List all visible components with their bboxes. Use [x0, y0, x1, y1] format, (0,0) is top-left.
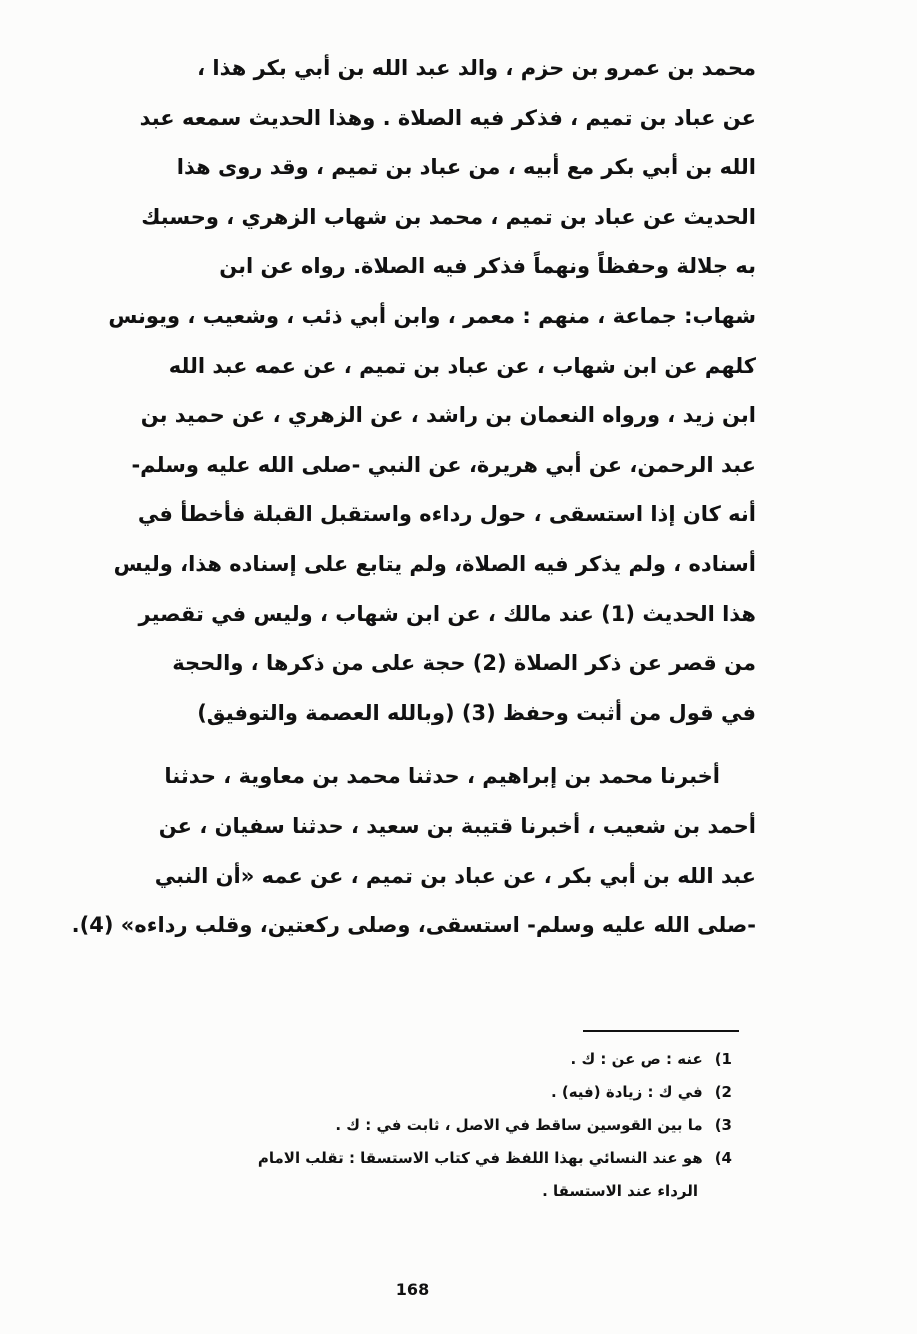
- footnote-number: (2: [714, 1083, 732, 1101]
- text-line: في قول من أثبت وحفظ (3) (وبالله العصمة والتوفيق): [197, 700, 756, 725]
- text-line: أسناده ، ولم يذكر فيه الصلاة، ولم يتابع على إسناده هذا، وليس: [113, 551, 756, 576]
- footnote-4-continued: [100, 1175, 732, 1208]
- text-line: شهاب: جماعة ، منهم : معمر ، وابن أبي ذئب ، وشعيب ، ويونس: [108, 303, 756, 328]
- text-line: -صلى الله عليه وسلم- استسقى، وصلى ركعتين، وقلب رداءه» (4).: [71, 913, 756, 938]
- text-line: من قصر عن ذكر الصلاة (2) حجة على من ذكرها ، والحجة: [172, 651, 756, 676]
- footnote-divider: [583, 1030, 739, 1032]
- text-line: الحديث عن عباد بن تميم ، محمد بن شهاب الزهري ، وحسبك: [141, 204, 756, 229]
- paragraph-2: [71, 752, 756, 950]
- footnote-2: [100, 1076, 732, 1109]
- page-number: 168: [395, 1280, 430, 1299]
- text-line: كلهم عن ابن شهاب ، عن عباد بن تميم ، عن عمه عبد الله: [168, 353, 756, 378]
- footnote-text: الرداء عند الاستسقا .: [542, 1182, 698, 1200]
- footnote-4: [100, 1142, 732, 1175]
- text-line: محمد بن عمرو بن حزم ، والد عبد الله بن أبي بكر هذا ،: [197, 56, 756, 80]
- paragraph-1: [98, 44, 756, 738]
- footnote-1: [100, 1043, 732, 1076]
- footnote-text: هو عند النسائي بهذا اللفظ في كتاب الاستسقا : تقلب الامام: [257, 1149, 703, 1167]
- text-line: به جلالة وحفظاً ونهماً فذكر فيه الصلاة. رواه عن ابن: [219, 254, 756, 279]
- footnote-text: عنه : ص عن : ك .: [570, 1050, 703, 1068]
- footnote-number: (4: [714, 1149, 732, 1167]
- text-line: أنه كان إذا استسقى ، حول رداءه واستقبل القبلة فأخطأ في: [137, 502, 756, 527]
- footnote-3: [100, 1109, 732, 1142]
- footnote-text: في ك : زيادة (فيه) .: [550, 1083, 703, 1101]
- text-line: الله بن أبي بكر مع أبيه ، من عباد بن تميم ، وقد روى هذا: [176, 155, 756, 180]
- text-line: أحمد بن شعيب ، أخبرنا قتيبة بن سعيد ، حدثنا سفيان ، عن: [158, 813, 756, 838]
- footnote-number: (1: [714, 1050, 732, 1068]
- footnote-number: (3: [714, 1116, 732, 1134]
- paragraph-gap: [98, 738, 756, 752]
- text-line: ابن زيد ، ورواه النعمان بن راشد ، عن الزهري ، عن حميد بن: [140, 403, 756, 428]
- main-text: [71, 44, 756, 951]
- text-line: عن عباد بن تميم ، فذكر فيه الصلاة . وهذا الحديث سمعه عبد: [139, 105, 756, 130]
- text-line: عبد الله بن أبي بكر ، عن عباد بن تميم ، عن عمه «أن النبي: [154, 863, 756, 888]
- text-line: عبد الرحمن، عن أبي هريرة، عن النبي -صلى الله عليه وسلم-: [131, 452, 756, 477]
- text-line: هذا الحديث (1) عند مالك ، عن ابن شهاب ، وليس في تقصير: [138, 601, 756, 626]
- footnotes: [100, 1043, 732, 1208]
- footnote-text: ما بين القوسين ساقط في الاصل ، ثابت في : ك .: [335, 1116, 703, 1134]
- text-line: أخبرنا محمد بن إبراهيم ، حدثنا محمد بن معاوية ، حدثنا: [164, 764, 720, 789]
